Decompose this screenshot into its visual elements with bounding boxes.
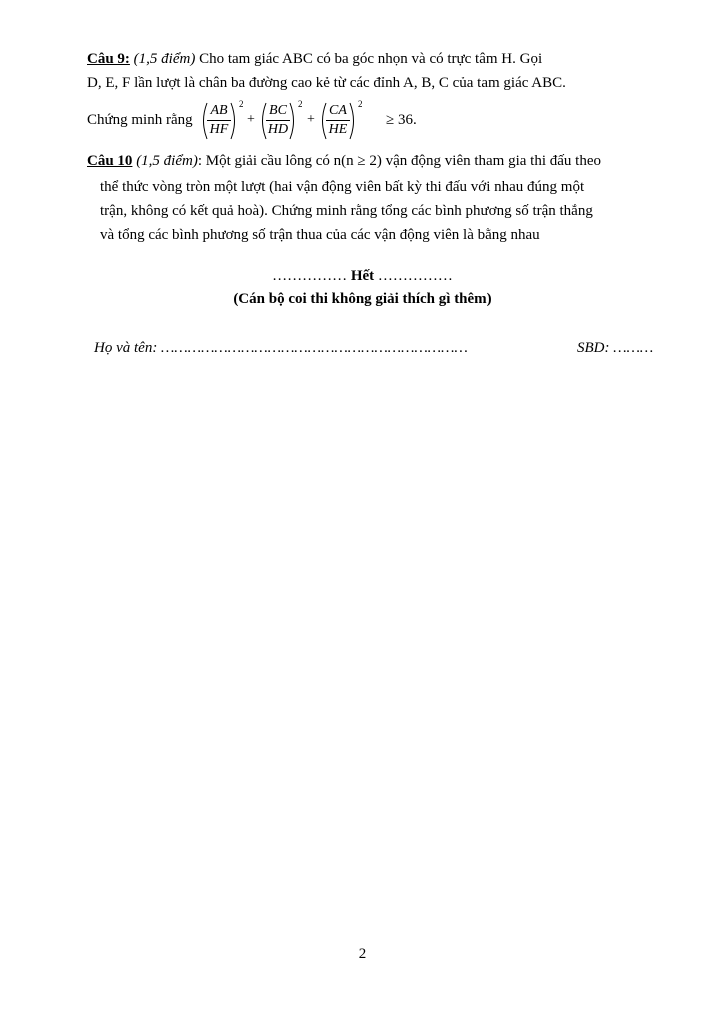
q9-line-2 — [87, 74, 566, 92]
q10-line-4 — [100, 226, 540, 244]
q9-text-1: Cho tam giác ABC có ba góc nhọn và có trực tâm H. Gọi — [195, 51, 543, 67]
inequality-rhs: ≥ 36. — [386, 112, 417, 128]
end-dots-left: …………… — [272, 268, 348, 284]
end-marker — [0, 268, 725, 285]
q10-text-4: và tổng các bình phương số trận thua của các vận động viên là bằng nhau — [100, 227, 540, 243]
end-label: Hết — [350, 268, 375, 284]
exponent-3: 2 — [358, 99, 363, 109]
q10-points: (1,5 điểm) — [136, 153, 198, 169]
q10-line-3 — [100, 202, 593, 220]
plus-sign-2: + — [307, 112, 315, 127]
q9-text-2: D, E, F lần lượt là chân ba đường cao kẻ từ các đỉnh A, B, C của tam giác ABC. — [87, 75, 566, 91]
end-dots-right: …………… — [377, 268, 453, 284]
q10-text-3: trận, không có kết quả hoà). Chứng minh rằng tổng các bình phương số trận thắng — [100, 203, 593, 219]
page-number: 2 — [358, 946, 367, 962]
fraction-ab-hf — [199, 102, 239, 139]
fraction-numerator: CA — [329, 103, 347, 118]
fraction-denominator: HE — [328, 122, 348, 137]
plus-sign-1: + — [247, 112, 255, 127]
q10-line-2 — [100, 178, 584, 196]
exponent-1: 2 — [239, 99, 244, 109]
candidate-number-field: SBD: ……… — [577, 340, 654, 356]
q9-line-1 — [87, 50, 542, 68]
candidate-name-field: Họ và tên: …………………………………………………………… — [94, 340, 468, 356]
q10-text-1: : Một giải cầu lông có n(n ≥ 2) vận động viên tham gia thi đấu theo — [197, 153, 601, 169]
fraction-denominator: HD — [267, 122, 289, 137]
q10-line-1 — [87, 152, 601, 170]
fraction-numerator: AB — [210, 103, 228, 118]
fraction-ca-he — [318, 102, 358, 139]
fraction-denominator: HF — [209, 122, 229, 137]
q9-label: Câu 9: — [87, 51, 130, 67]
q9-prove-prefix: Chứng minh rằng — [87, 112, 193, 128]
q10-label: Câu 10 — [87, 153, 133, 169]
q9-points: (1,5 điểm) — [133, 51, 196, 67]
exponent-2: 2 — [298, 99, 303, 109]
q10-text-2: thể thức vòng tròn một lượt (hai vận động viên bất kỳ thi đấu với nhau đúng một — [100, 179, 585, 195]
fraction-numerator: BC — [269, 103, 287, 118]
fraction-bc-hd — [258, 102, 298, 139]
proctor-note: (Cán bộ coi thi không giải thích gì thêm) — [233, 291, 492, 307]
